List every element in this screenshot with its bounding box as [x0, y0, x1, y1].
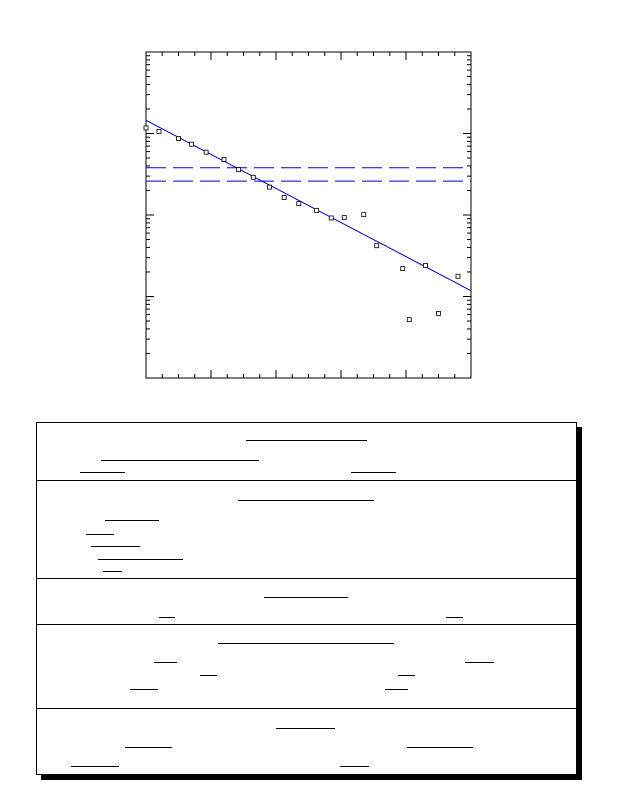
text-line [101, 460, 259, 461]
data-point [342, 216, 346, 220]
text-line [246, 440, 367, 441]
data-point [375, 244, 379, 248]
text-line [159, 617, 175, 618]
data-point [437, 311, 441, 315]
reference-lines [146, 168, 471, 181]
data-point [157, 129, 161, 133]
data-point [456, 274, 460, 278]
text-line [86, 534, 114, 535]
text-line [103, 571, 122, 572]
data-points [144, 126, 460, 322]
text-line [276, 728, 335, 729]
text-line [465, 662, 494, 663]
text-line [385, 689, 408, 690]
text-line [238, 500, 374, 501]
text-line [125, 747, 172, 748]
data-point [329, 216, 333, 220]
text-line [105, 520, 159, 521]
data-point [297, 202, 301, 206]
data-point [282, 195, 286, 199]
text-line [130, 689, 158, 690]
text-line [71, 766, 119, 767]
data-point [190, 142, 194, 146]
fit-line [146, 120, 471, 290]
data-point [315, 208, 319, 212]
text-line [398, 675, 415, 676]
data-point [177, 136, 181, 140]
data-point [407, 318, 411, 322]
text-line [340, 766, 369, 767]
text-line [154, 662, 177, 663]
data-point [237, 168, 241, 172]
info-section-2 [37, 480, 576, 579]
info-section-5 [37, 708, 576, 775]
data-point [251, 175, 255, 179]
plot-frame [146, 52, 471, 378]
text-line [80, 472, 125, 473]
axis-ticks [146, 52, 471, 378]
info-panel [36, 422, 577, 775]
info-section-1 [37, 423, 576, 480]
text-line [91, 546, 140, 547]
data-point [204, 150, 208, 154]
data-point [144, 126, 148, 130]
info-section-4 [37, 624, 576, 709]
data-point [401, 267, 405, 271]
text-line [351, 472, 396, 473]
text-line [407, 747, 473, 748]
data-point [222, 157, 226, 161]
fit-line-group [146, 120, 471, 290]
text-line [98, 559, 183, 560]
text-line [446, 617, 463, 618]
text-line [264, 597, 348, 598]
data-point [362, 213, 366, 217]
text-line [200, 675, 217, 676]
data-point [268, 185, 272, 189]
data-point [424, 264, 428, 268]
text-line [218, 643, 394, 644]
info-section-3 [37, 578, 576, 625]
